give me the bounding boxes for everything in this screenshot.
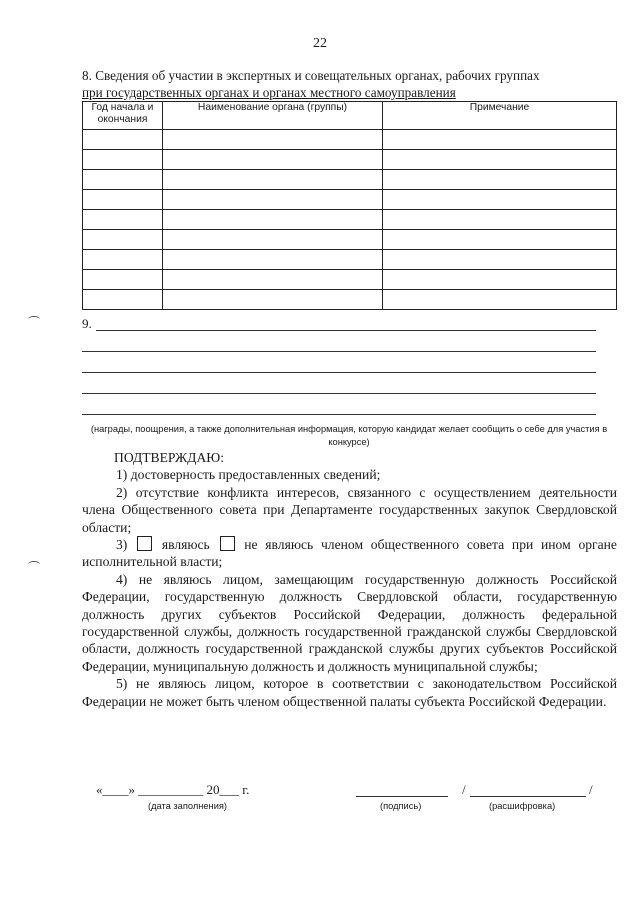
table-cell[interactable] [83, 270, 163, 290]
fill-line[interactable] [82, 414, 596, 415]
table-row [83, 170, 617, 190]
header-organ-name: Наименование органа (группы) [163, 102, 383, 130]
table-cell[interactable] [383, 210, 617, 230]
table-cell[interactable] [83, 210, 163, 230]
table-row [83, 130, 617, 150]
fill-line[interactable] [82, 351, 596, 352]
table-cell[interactable] [383, 170, 617, 190]
is-member-label: являюсь [161, 537, 210, 553]
table-row [83, 190, 617, 210]
confirm-heading: ПОДТВЕРЖДАЮ: [114, 450, 225, 465]
table-cell[interactable] [163, 210, 383, 230]
table-cell[interactable] [383, 190, 617, 210]
table-cell[interactable] [83, 250, 163, 270]
table-row [83, 290, 617, 310]
table-cell[interactable] [163, 230, 383, 250]
table-cell[interactable] [83, 290, 163, 310]
table-cell[interactable] [383, 290, 617, 310]
page-number: 22 [313, 36, 327, 51]
table-cell[interactable] [83, 130, 163, 150]
item-3-number: 3) [116, 537, 128, 553]
header-note: Примечание [383, 102, 617, 130]
confirm-item-4: 4) не являюсь лицом, замещающим государственную должность Российской Федерации, государственную должность Свердловской области, государственную должность других субъектов Российской Федерации, должность федеральной государственной службы, должность государственной гражданской службы Свердловской области, должность государственной гражданской службы других субъектов Российской Федерации, муниципальную должность и должность муниципальной службы; [82, 571, 617, 674]
table-cell[interactable] [383, 270, 617, 290]
table-cell[interactable] [383, 150, 617, 170]
is-member-checkbox[interactable] [137, 536, 152, 551]
decode-line[interactable] [470, 796, 586, 797]
section-8-title [82, 67, 617, 101]
participation-table [82, 101, 617, 310]
section-9-number: 9. [82, 316, 92, 331]
slash-left: / [462, 782, 466, 797]
section-9-caption: (награды, поощрения, а также дополнительная информация, которую кандидат желает сообщить о себе для участия в конкурсе) [90, 424, 608, 447]
fill-line[interactable] [82, 393, 596, 394]
table-row [83, 270, 617, 290]
confirm-item-2: 2) отсутствие конфликта интересов, связанного с осуществлением деятельности члена Общественного совета при Департаменте государственных закупок Свердловской области; [82, 484, 617, 535]
not-member-label: не являюсь членом общественного совета при ином органе исполнительной власти; [82, 537, 617, 570]
confirm-item-1: 1) достоверность предоставленных сведений; [116, 467, 381, 483]
table-cell[interactable] [383, 250, 617, 270]
table-cell[interactable] [163, 270, 383, 290]
confirm-item-5: 5) не являюсь лицом, которое в соответствии с законодательством Российской Федерации не может быть членом общественной палаты субъекта Российской Федерации. [82, 676, 617, 709]
fill-line[interactable] [96, 330, 596, 331]
date-field[interactable]: «____» __________ 20___ г. [96, 782, 250, 797]
table-row [83, 210, 617, 230]
table-cell[interactable] [83, 190, 163, 210]
table-cell[interactable] [383, 130, 617, 150]
table-row [83, 150, 617, 170]
binding-hole-mark [28, 561, 40, 568]
table-row [83, 250, 617, 270]
table-cell[interactable] [383, 230, 617, 250]
signature-caption: (подпись) [380, 801, 422, 811]
fill-line[interactable] [82, 372, 596, 373]
table-cell[interactable] [163, 130, 383, 150]
table-cell[interactable] [163, 190, 383, 210]
binding-hole-mark [28, 316, 40, 323]
table-cell[interactable] [83, 230, 163, 250]
slash-right: / [589, 782, 593, 797]
table-cell[interactable] [163, 150, 383, 170]
table-row [83, 230, 617, 250]
confirmation-block [82, 449, 617, 710]
header-years: Год начала и окончания [83, 102, 163, 130]
section-8-line1: 8. Сведения об участии в экспертных и совещательных органах, рабочих группах [82, 68, 540, 83]
table-cell[interactable] [83, 170, 163, 190]
table-cell[interactable] [163, 170, 383, 190]
confirm-item-3 [82, 536, 617, 571]
not-member-checkbox[interactable] [220, 536, 235, 551]
table-cell[interactable] [83, 150, 163, 170]
table-cell[interactable] [163, 250, 383, 270]
decode-caption: (расшифровка) [489, 801, 556, 811]
section-8-line2: при государственных органах и органах местного самоуправления [82, 85, 456, 100]
date-caption: (дата заполнения) [148, 801, 228, 811]
table-cell[interactable] [163, 290, 383, 310]
signature-line[interactable] [356, 796, 448, 797]
